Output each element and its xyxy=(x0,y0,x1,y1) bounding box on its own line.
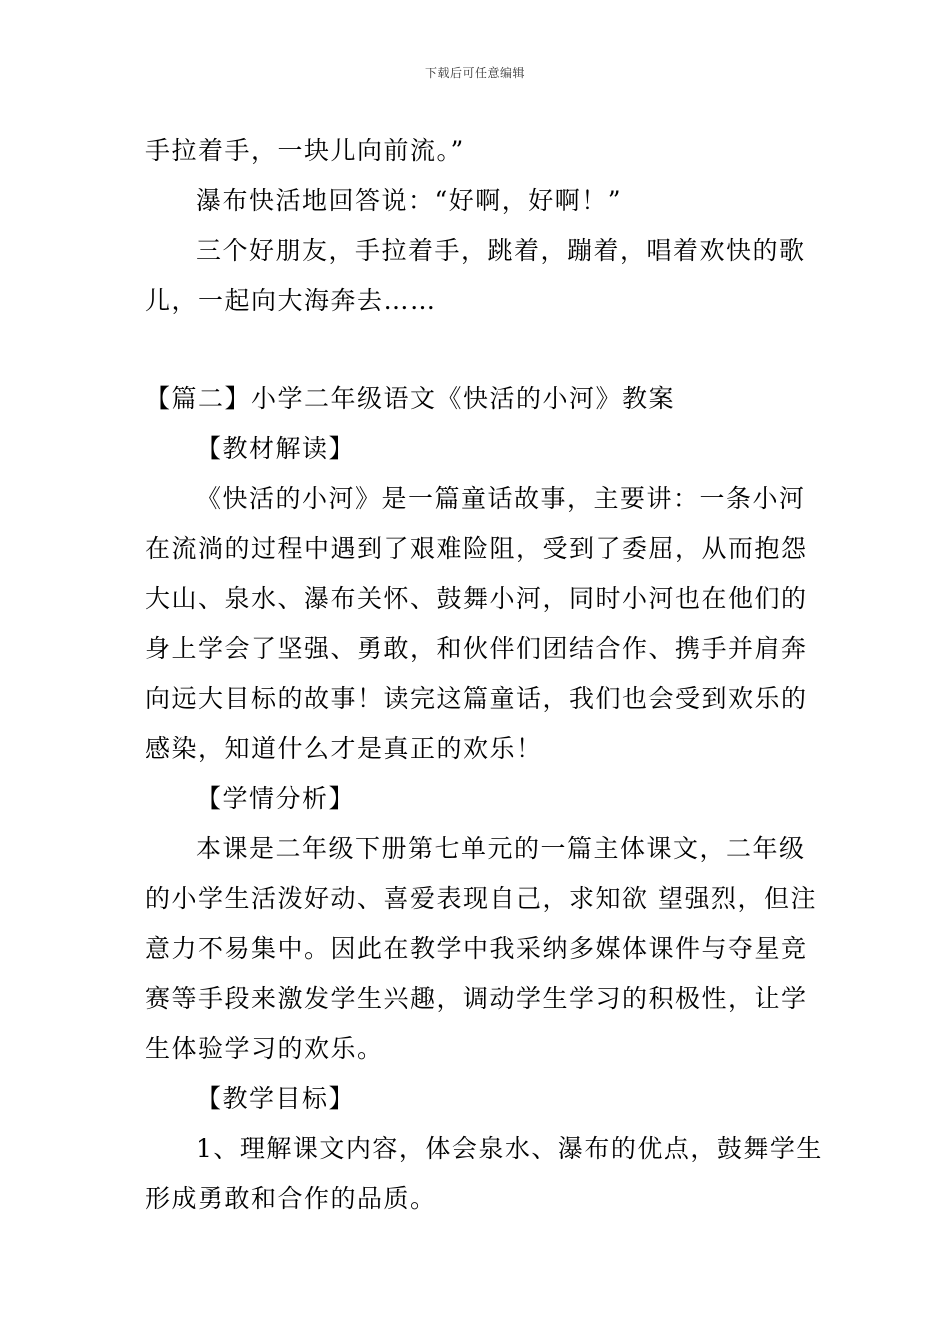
paragraph-line: 赛等手段来激发学生兴趣，调动学生学习的积极性，让学 xyxy=(145,984,808,1013)
paragraph-line: 1、理解课文内容，体会泉水、瀑布的优点，鼓舞学生 xyxy=(196,1134,823,1163)
paragraph-line: 三个好朋友，手拉着手，跳着，蹦着，唱着欢快的歌 xyxy=(196,236,806,265)
paragraph-line: 感染，知道什么才是真正的欢乐！ xyxy=(145,734,543,763)
paragraph-line: 瀑布快活地回答说：“好啊，好啊！” xyxy=(196,186,623,215)
paragraph-line: 本课是二年级下册第七单元的一篇主体课文，二年级 xyxy=(196,834,806,863)
paragraph-line: 的小学生活泼好动、喜爱表现自己，求知欲 望强烈，但注 xyxy=(145,884,817,913)
section-heading-analysis: 【学情分析】 xyxy=(196,784,356,813)
page-header: 下载后可任意编辑 xyxy=(424,66,525,80)
paragraph-line: 身上学会了坚强、勇敢，和伙伴们团结合作、携手并肩奔 xyxy=(145,634,808,663)
paragraph-line: 意力不易集中。因此在教学中我采纳多媒体课件与夺星竞 xyxy=(145,934,808,963)
paragraph-line: 向远大目标的故事！读完这篇童话，我们也会受到欢乐的 xyxy=(145,684,808,713)
paragraph-gap xyxy=(145,326,810,374)
paragraph-line: 生体验学习的欢乐。 xyxy=(145,1034,384,1063)
paragraph-line: 大山、泉水、瀑布关怀、鼓舞小河，同时小河也在他们的 xyxy=(145,584,808,613)
paragraph-line: 儿，一起向大海奔去…… xyxy=(145,286,437,315)
paragraph-line: 形成勇敢和合作的品质。 xyxy=(145,1184,437,1213)
paragraph-line: 手拉着手，一块儿向前流。” xyxy=(145,136,465,165)
paragraph-line: 《快活的小河》是一篇童话故事，主要讲：一条小河 xyxy=(196,484,806,513)
section-heading-textbook: 【教材解读】 xyxy=(196,434,356,463)
section-heading-goals: 【教学目标】 xyxy=(196,1084,356,1113)
document-body xyxy=(145,126,823,1224)
paragraph-line: 在流淌的过程中遇到了艰难险阻，受到了委屈，从而抱怨 xyxy=(145,534,808,563)
section-title: 【篇二】小学二年级语文《快活的小河》教案 xyxy=(145,384,676,413)
